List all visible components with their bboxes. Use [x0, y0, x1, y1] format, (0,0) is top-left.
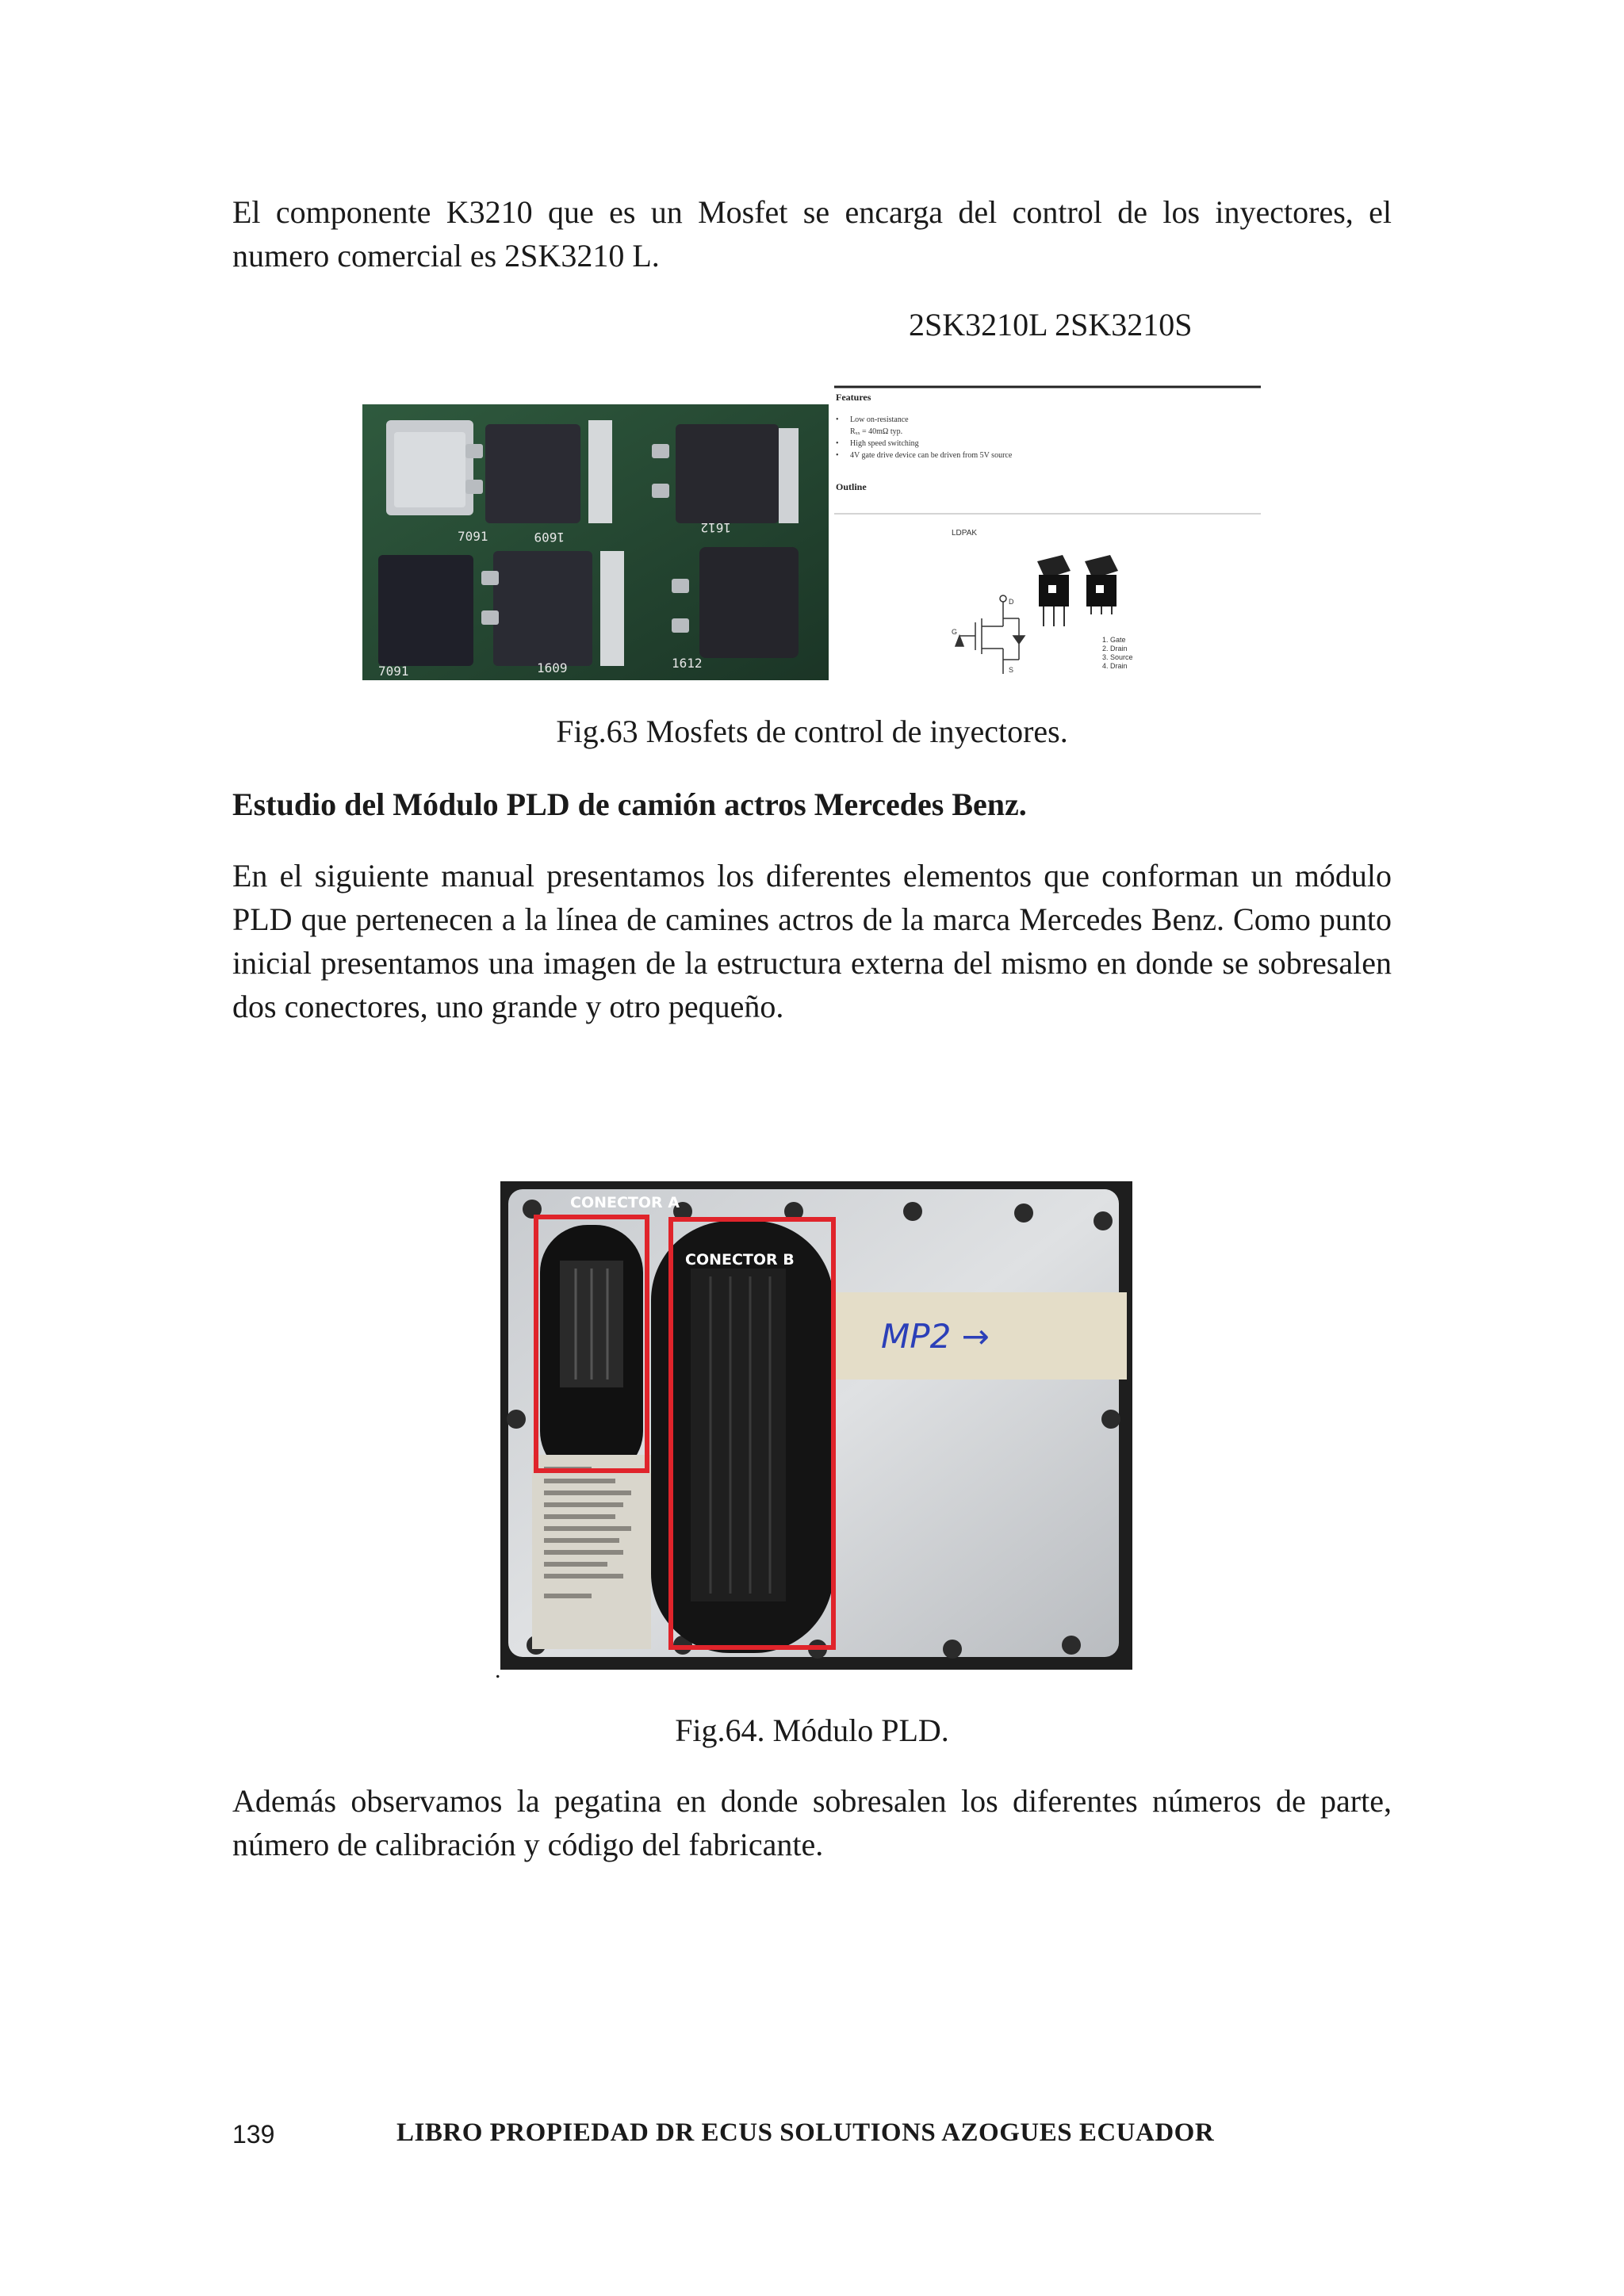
- pcb-mark: 7091: [458, 529, 488, 544]
- stray-dot: .: [495, 1657, 501, 1683]
- part-numbers-title: 2SK3210L 2SK3210S: [909, 307, 1193, 342]
- feature-item: 4V gate drive device can be driven from 5V source: [850, 451, 1013, 460]
- features-heading: Features: [836, 392, 871, 403]
- connector-b-label: CONECTOR B: [685, 1251, 795, 1269]
- sticker-paragraph: Además observamos la pegatina en donde sobresalen los diferentes números de parte, número de calibración y código del fabricante.: [232, 1783, 1392, 1862]
- figure-63-caption: Fig.63 Mosfets de control de inyectores.: [556, 714, 1068, 749]
- pin-label: 1. Gate: [1102, 636, 1126, 644]
- pin-label: 2. Drain: [1102, 645, 1128, 652]
- pin-label: 4. Drain: [1102, 662, 1128, 670]
- footer-text: LIBRO PROPIEDAD DR ECUS SOLUTIONS AZOGUES ECUADOR: [396, 2118, 1215, 2147]
- connector-a-label: CONECTOR A: [570, 1194, 680, 1211]
- page-number: 139: [232, 2120, 275, 2149]
- svg-text:•: •: [836, 415, 839, 424]
- pcb-mark: 7091: [378, 664, 409, 679]
- pld-intro-paragraph: En el siguiente manual presentamos los diferentes elementos que conforman un módulo PLD que pertenecen a la línea de camines actros de la marca Mercedes Benz. Como punto inicial presentamos una imagen de la estructura externa del mismo en donde se sobresalen dos conectores, uno grande y otro pequeño.: [232, 858, 1392, 1024]
- pin-label: 3. Source: [1102, 653, 1133, 661]
- ldpak-package-icon: [1037, 555, 1118, 626]
- pcb-mark: 1609: [537, 660, 568, 675]
- svg-text:•: •: [836, 439, 839, 448]
- pcb-mark: 1609: [534, 530, 565, 545]
- figure-64-caption: Fig.64. Módulo PLD.: [675, 1712, 949, 1748]
- feature-item: High speed switching: [850, 439, 919, 448]
- symbol-label: D: [1009, 598, 1014, 606]
- handwritten-label: MP2 →: [881, 1317, 990, 1356]
- datasheet-excerpt: [833, 381, 1262, 674]
- outline-heading: Outline: [836, 481, 867, 492]
- section-heading: Estudio del Módulo PLD de camión actros Mercedes Benz.: [232, 786, 1027, 822]
- package-label: LDPAK: [952, 529, 978, 538]
- feature-item: Rₓₓ = 40mΩ typ.: [850, 427, 903, 436]
- mosfet-pcb-photo: [362, 404, 829, 680]
- pcb-mark: 1612: [672, 656, 703, 671]
- svg-text:•: •: [836, 451, 839, 460]
- symbol-label: S: [1009, 666, 1014, 674]
- pld-module-photo: [500, 1181, 1132, 1670]
- intro-paragraph: El componente K3210 que es un Mosfet se encarga del control de los inyectores, el numero comercial es 2SK3210 L.: [232, 194, 1392, 274]
- symbol-label: G: [952, 628, 958, 636]
- feature-item: Low on-resistance: [850, 415, 909, 424]
- mosfet-symbol-icon: [956, 595, 1025, 674]
- pcb-mark: 1612: [700, 520, 731, 535]
